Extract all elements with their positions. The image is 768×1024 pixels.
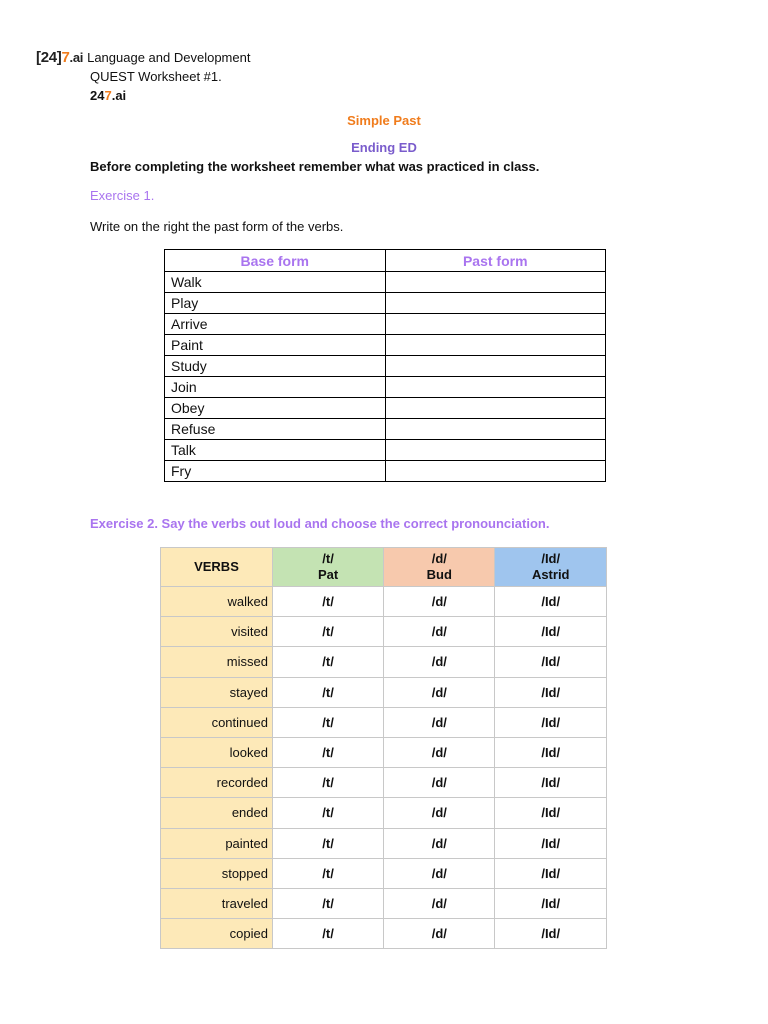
- verb-cell: walked: [161, 587, 273, 617]
- pronunciation-option-d[interactable]: /d/: [384, 647, 495, 677]
- pronunciation-option-d[interactable]: /d/: [384, 858, 495, 888]
- base-form-cell: Fry: [165, 461, 386, 482]
- table-row: [165, 461, 606, 482]
- pronunciation-option-d[interactable]: /d/: [384, 888, 495, 918]
- table-row: [165, 377, 606, 398]
- pronunciation-option-id[interactable]: /Id/: [495, 617, 607, 647]
- table-row: [165, 314, 606, 335]
- pronunciation-option-d[interactable]: /d/: [384, 617, 495, 647]
- past-form-answer-cell[interactable]: [385, 440, 606, 461]
- base-form-cell: Refuse: [165, 419, 386, 440]
- id-column-header: /Id/ Astrid: [495, 548, 607, 587]
- pronunciation-table: [160, 547, 607, 949]
- pronunciation-option-d[interactable]: /d/: [384, 737, 495, 767]
- table-row: [161, 768, 607, 798]
- pronunciation-option-d[interactable]: /d/: [384, 919, 495, 949]
- past-form-answer-cell[interactable]: [385, 335, 606, 356]
- table-header-row: [165, 250, 606, 272]
- company-logo: [24]7.ai: [36, 49, 84, 66]
- pronunciation-option-id[interactable]: /Id/: [495, 707, 607, 737]
- pronunciation-option-d[interactable]: /d/: [384, 768, 495, 798]
- table-row: [165, 293, 606, 314]
- past-form-answer-cell[interactable]: [385, 314, 606, 335]
- table-row: [161, 647, 607, 677]
- header-course-title: Language and Development: [87, 50, 251, 65]
- base-form-cell: Obey: [165, 398, 386, 419]
- pronunciation-option-id[interactable]: /Id/: [495, 798, 607, 828]
- exercise2-heading: Exercise 2. Say the verbs out loud and choose the correct pronounciation.: [90, 516, 550, 531]
- past-form-header: Past form: [385, 250, 606, 272]
- past-form-answer-cell[interactable]: [385, 419, 606, 440]
- base-form-cell: Study: [165, 356, 386, 377]
- table-header-row: [161, 548, 607, 587]
- table-row: [165, 440, 606, 461]
- pronunciation-option-id[interactable]: /Id/: [495, 587, 607, 617]
- table-row: [165, 419, 606, 440]
- table-row: [161, 858, 607, 888]
- verb-cell: traveled: [161, 888, 273, 918]
- t-column-header: /t/ Pat: [272, 548, 383, 587]
- page-subtitle: Ending ED: [351, 140, 417, 155]
- table-row: [165, 335, 606, 356]
- pronunciation-option-id[interactable]: /Id/: [495, 828, 607, 858]
- base-form-cell: Paint: [165, 335, 386, 356]
- table-row: [161, 737, 607, 767]
- base-form-cell: Walk: [165, 272, 386, 293]
- pronunciation-option-id[interactable]: /Id/: [495, 858, 607, 888]
- base-form-header: Base form: [165, 250, 386, 272]
- pronunciation-option-id[interactable]: /Id/: [495, 768, 607, 798]
- page-title: Simple Past: [347, 113, 421, 128]
- past-form-answer-cell[interactable]: [385, 377, 606, 398]
- pronunciation-option-d[interactable]: /d/: [384, 707, 495, 737]
- pronunciation-option-d[interactable]: /d/: [384, 828, 495, 858]
- document-header: [36, 48, 250, 105]
- pronunciation-option-t[interactable]: /t/: [272, 617, 383, 647]
- table-row: [161, 828, 607, 858]
- verb-cell: visited: [161, 617, 273, 647]
- pronunciation-option-t[interactable]: /t/: [272, 858, 383, 888]
- table-row: [161, 798, 607, 828]
- pronunciation-option-t[interactable]: /t/: [272, 798, 383, 828]
- verb-cell: stopped: [161, 858, 273, 888]
- past-form-answer-cell[interactable]: [385, 293, 606, 314]
- verb-cell: missed: [161, 647, 273, 677]
- table-row: [161, 617, 607, 647]
- pronunciation-option-id[interactable]: /Id/: [495, 737, 607, 767]
- past-form-answer-cell[interactable]: [385, 356, 606, 377]
- pronunciation-option-t[interactable]: /t/: [272, 707, 383, 737]
- table-row: [165, 272, 606, 293]
- past-form-answer-cell[interactable]: [385, 398, 606, 419]
- pronunciation-option-id[interactable]: /Id/: [495, 919, 607, 949]
- verbs-column-header: VERBS: [161, 548, 273, 587]
- base-form-cell: Play: [165, 293, 386, 314]
- header-worksheet-number: QUEST Worksheet #1.: [90, 69, 222, 84]
- base-form-cell: Join: [165, 377, 386, 398]
- base-form-cell: Arrive: [165, 314, 386, 335]
- general-instruction: Before completing the worksheet remember what was practiced in class.: [90, 159, 540, 174]
- verb-cell: ended: [161, 798, 273, 828]
- table-row: [161, 888, 607, 918]
- pronunciation-option-id[interactable]: /Id/: [495, 888, 607, 918]
- base-form-cell: Talk: [165, 440, 386, 461]
- pronunciation-option-t[interactable]: /t/: [272, 919, 383, 949]
- table-row: [165, 356, 606, 377]
- table-row: [165, 398, 606, 419]
- pronunciation-option-t[interactable]: /t/: [272, 737, 383, 767]
- pronunciation-option-id[interactable]: /Id/: [495, 647, 607, 677]
- pronunciation-option-t[interactable]: /t/: [272, 768, 383, 798]
- table-row: [161, 677, 607, 707]
- header-org-name: 247.ai: [90, 88, 127, 103]
- verb-cell: copied: [161, 919, 273, 949]
- exercise1-instruction: Write on the right the past form of the verbs.: [90, 219, 344, 234]
- past-form-answer-cell[interactable]: [385, 272, 606, 293]
- table-row: [161, 707, 607, 737]
- verb-cell: stayed: [161, 677, 273, 707]
- pronunciation-option-id[interactable]: /Id/: [495, 677, 607, 707]
- pronunciation-option-d[interactable]: /d/: [384, 587, 495, 617]
- verb-cell: looked: [161, 737, 273, 767]
- pronunciation-option-t[interactable]: /t/: [272, 647, 383, 677]
- pronunciation-option-t[interactable]: /t/: [272, 587, 383, 617]
- pronunciation-option-t[interactable]: /t/: [272, 888, 383, 918]
- d-column-header: /d/ Bud: [384, 548, 495, 587]
- table-row: [161, 587, 607, 617]
- pronunciation-option-d[interactable]: /d/: [384, 798, 495, 828]
- verb-cell: recorded: [161, 768, 273, 798]
- exercise1-heading: Exercise 1.: [90, 188, 155, 203]
- past-form-table: [164, 249, 606, 482]
- past-form-answer-cell[interactable]: [385, 461, 606, 482]
- verb-cell: painted: [161, 828, 273, 858]
- pronunciation-option-t[interactable]: /t/: [272, 828, 383, 858]
- pronunciation-option-t[interactable]: /t/: [272, 677, 383, 707]
- table-row: [161, 919, 607, 949]
- pronunciation-option-d[interactable]: /d/: [384, 677, 495, 707]
- verb-cell: continued: [161, 707, 273, 737]
